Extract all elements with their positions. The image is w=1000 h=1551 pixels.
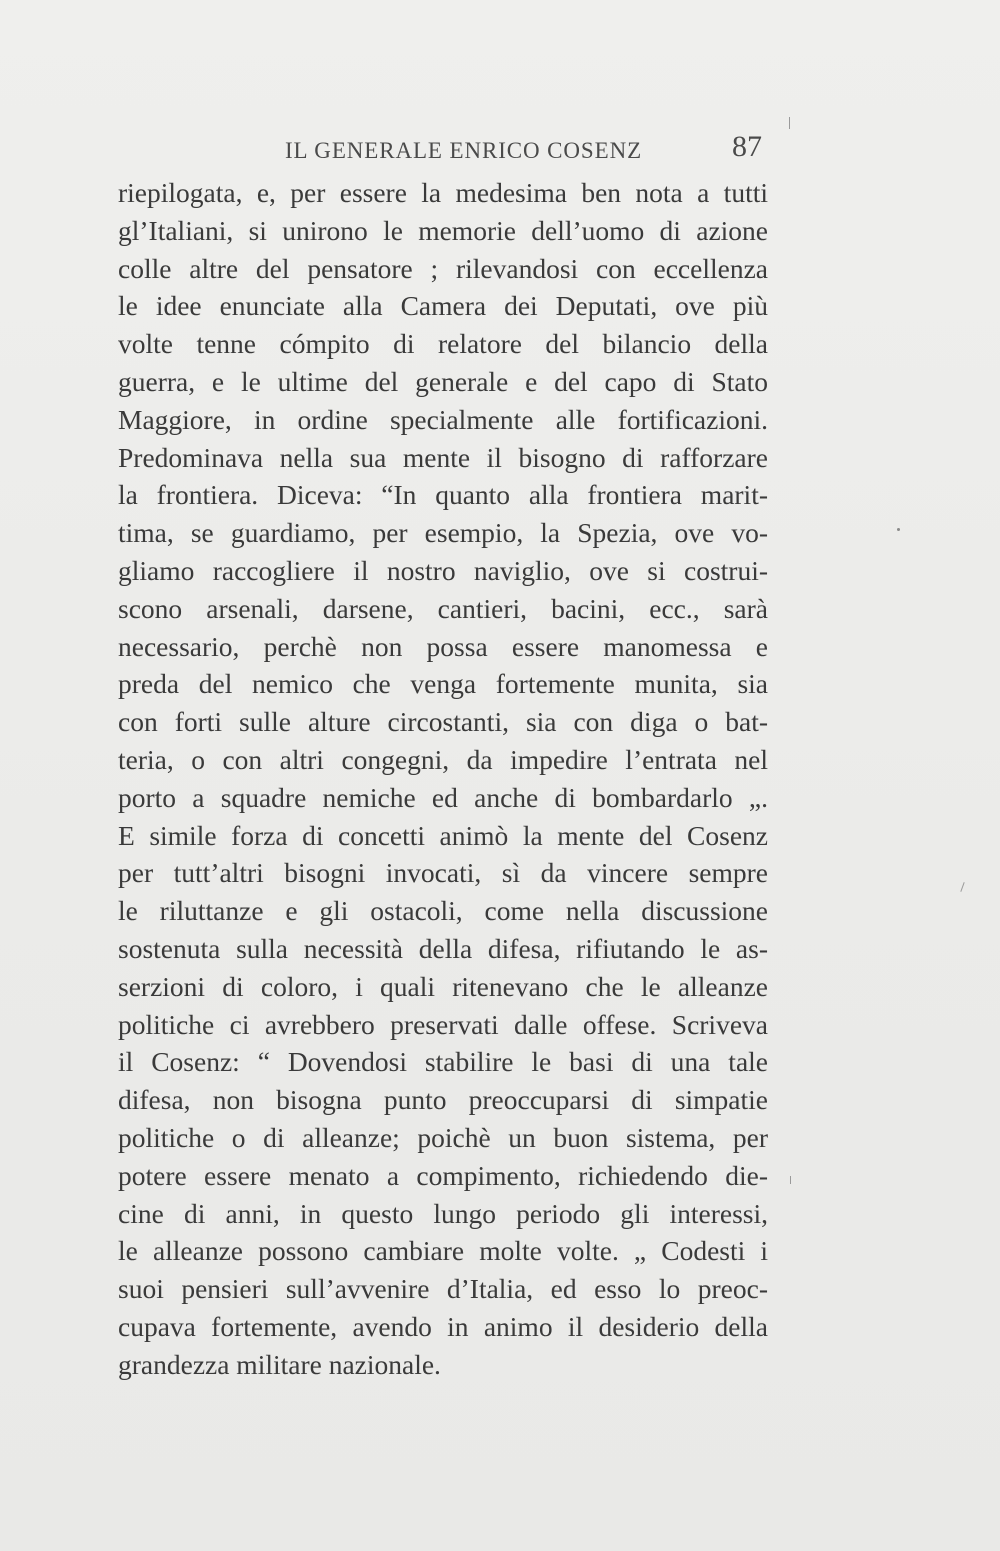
- text-line: Maggiore, in ordine specialmente alle fortificazioni.: [118, 403, 768, 435]
- text-line: E simile forza di concetti animò la mente del Cosenz: [118, 819, 768, 851]
- text-line: gl’Italiani, si unirono le memorie dell’uomo di azione: [118, 214, 768, 246]
- text-line: volte tenne cómpito di relatore del bilancio della: [118, 328, 768, 360]
- text-line: politiche ci avrebbero preservati dalle offese. Scriveva: [118, 1008, 768, 1040]
- stray-mark: [960, 882, 964, 892]
- stray-mark: [789, 117, 790, 129]
- text-line: suoi pensieri sull’avvenire d’Italia, ed esso lo preoc-: [118, 1273, 768, 1305]
- text-line: cine di anni, in questo lungo periodo gli interessi,: [118, 1197, 768, 1229]
- text-line: le riluttanze e gli ostacoli, come nella discussione: [118, 895, 768, 927]
- text-line: la frontiera. Diceva: “In quanto alla frontiera marit-: [118, 479, 768, 511]
- text-line: tima, se guardiamo, per esempio, la Spezia, ove vo-: [118, 517, 768, 549]
- text-line: il Cosenz: “ Dovendosi stabilire le basi di una tale: [118, 1046, 768, 1078]
- text-line: cupava fortemente, avendo in animo il desiderio della: [118, 1310, 768, 1342]
- text-line: politiche o di alleanze; poichè un buon sistema, per: [118, 1121, 768, 1153]
- text-line: gliamo raccogliere il nostro naviglio, ove si costrui-: [118, 554, 768, 586]
- text-line: le alleanze possono cambiare molte volte. „ Codesti i: [118, 1235, 768, 1267]
- text-line: sostenuta sulla necessità della difesa, rifiutando le as-: [118, 932, 768, 964]
- text-line: colle altre del pensatore ; rilevandosi con eccellenza: [118, 252, 768, 284]
- running-head: IL GENERALE ENRICO COSENZ: [285, 138, 643, 163]
- body-text: [118, 174, 768, 1384]
- text-line: per tutt’altri bisogni invocati, sì da vincere sempre: [118, 857, 768, 889]
- text-line: Predominava nella sua mente il bisogno di rafforzare: [118, 441, 768, 473]
- stray-mark: [790, 1176, 791, 1184]
- text-line: difesa, non bisogna punto preoccuparsi di simpatie: [118, 1084, 768, 1116]
- speck-mark: [897, 528, 900, 531]
- text-line: teria, o con altri congegni, da impedire l’entrata nel: [118, 743, 768, 775]
- text-line: serzioni di coloro, i quali ritenevano che le alleanze: [118, 970, 768, 1002]
- text-line: scono arsenali, darsene, cantieri, bacini, ecc., sarà: [118, 592, 768, 624]
- page-number: 87: [732, 130, 762, 163]
- text-line: guerra, e le ultime del generale e del capo di Stato: [118, 365, 768, 397]
- text-line: potere essere menato a compimento, richiedendo die-: [118, 1159, 768, 1191]
- text-line: con forti sulle alture circostanti, sia con diga o bat-: [118, 706, 768, 738]
- text-line: necessario, perchè non possa essere manomessa e: [118, 630, 768, 662]
- text-line: grandezza militare nazionale.: [118, 1348, 441, 1380]
- text-line: porto a squadre nemiche ed anche di bombardarlo „.: [118, 781, 768, 813]
- text-line: le idee enunciate alla Camera dei Deputati, ove più: [118, 290, 768, 322]
- text-line: preda del nemico che venga fortemente munita, sia: [118, 668, 768, 700]
- text-line: riepilogata, e, per essere la medesima ben nota a tutti: [118, 177, 768, 208]
